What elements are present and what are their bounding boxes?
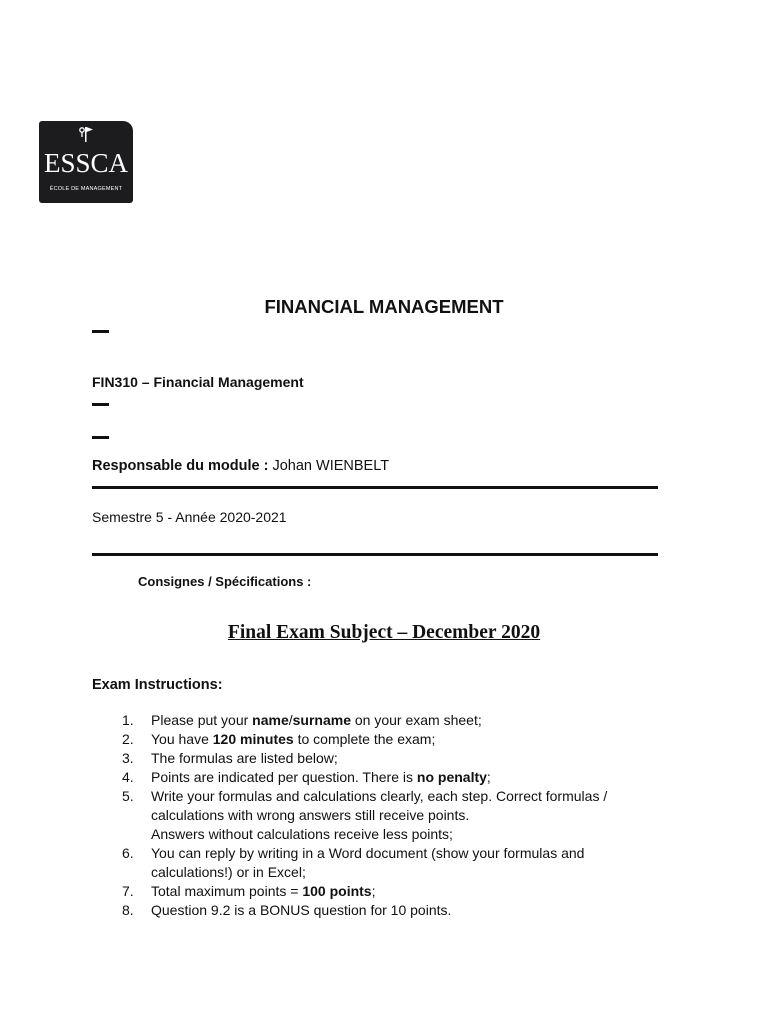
instructions-heading: Exam Instructions: [92, 677, 223, 693]
divider-dash [92, 436, 109, 439]
exam-subtitle: Final Exam Subject – December 2020 [227, 622, 541, 643]
horizontal-rule [92, 553, 658, 556]
list-item: 1. Please put your name/surname on your exam sheet; [122, 712, 482, 728]
list-item: 6. You can reply by writing in a Word document (show your formulas and calculations!) or in Excel; [122, 845, 585, 880]
list-item: 2. You have 120 minutes to complete the exam; [122, 731, 436, 747]
instructions-list [122, 711, 662, 920]
list-item: 5. Write your formulas and calculations clearly, each step. Correct formulas / calculations with wrong answers still receive points. Answers without calculations receive less points; [122, 788, 608, 842]
essca-logo [39, 121, 133, 203]
page-title: FINANCIAL MANAGEMENT [264, 296, 504, 317]
list-item: 4. Points are indicated per question. There is no penalty; [122, 769, 491, 785]
list-item: 8. Question 9.2 is a BONUS question for 10 points. [122, 902, 452, 918]
horizontal-rule [92, 486, 658, 489]
divider-dash [92, 403, 109, 406]
logo-tagline: ÉCOLE DE MANAGEMENT [49, 186, 123, 192]
divider-dash [92, 330, 109, 333]
responsable-label: Responsable du module : [92, 458, 269, 474]
module-responsable [92, 457, 389, 475]
list-item: 7. Total maximum points = 100 points; [122, 883, 376, 899]
logo-brand: ESSCA [43, 148, 129, 178]
semester-line: Semestre 5 - Année 2020-2021 [92, 509, 287, 525]
responsable-name: Johan WIENBELT [272, 458, 390, 474]
consignes-label: Consignes / Spécifications : [138, 574, 312, 589]
flag-key-icon [77, 125, 95, 143]
course-code: FIN310 – Financial Management [92, 374, 304, 390]
list-item: 3. The formulas are listed below; [122, 750, 338, 766]
